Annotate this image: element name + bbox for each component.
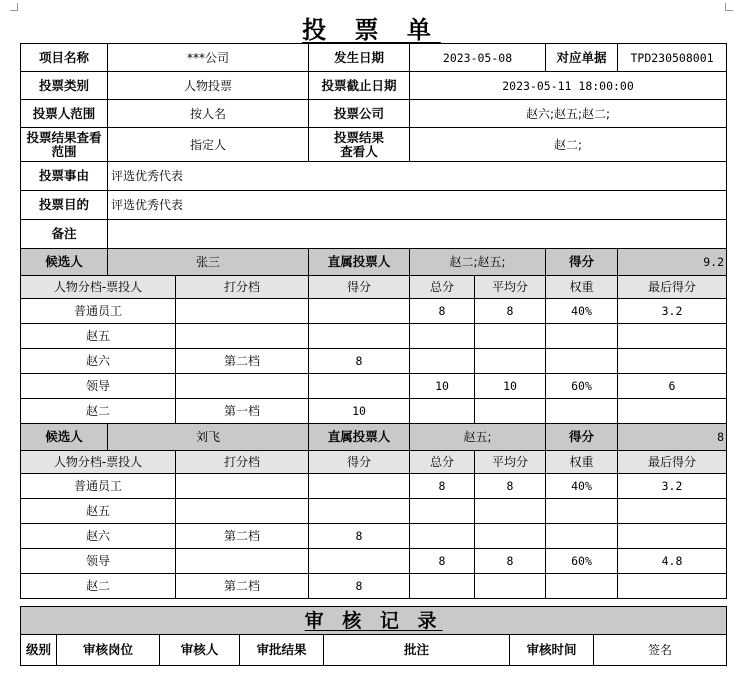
header-row-4: [21, 128, 727, 162]
col-score-cell: [309, 474, 410, 499]
direct-voter-label: 直属投票人: [309, 424, 410, 451]
company-value: 赵六;赵五;赵二;: [410, 100, 727, 128]
table-row: [21, 549, 727, 574]
col-final-header: 最后得分: [618, 451, 727, 474]
col-tier-voter-header: 人物分档-票投人: [21, 451, 176, 474]
audit-col-time: 审核时间: [510, 635, 594, 666]
col-average-cell: [475, 324, 546, 349]
col-tier-voter-cell: 赵五: [21, 499, 176, 524]
col-grade-cell: [176, 374, 309, 399]
col-weight-cell: [546, 524, 618, 549]
company-label: 投票公司: [309, 100, 410, 128]
col-final-header: 最后得分: [618, 276, 727, 299]
col-total-cell: [410, 499, 475, 524]
candidate-score-label: 得分: [546, 249, 618, 276]
col-total-cell: [410, 399, 475, 424]
vote-type-value: 人物投票: [108, 72, 309, 100]
candidate-score-label: 得分: [546, 424, 618, 451]
audit-col-signature: 签名: [594, 635, 727, 666]
col-grade-cell: [176, 324, 309, 349]
col-final-cell: [618, 499, 727, 524]
col-tier-voter-cell: 赵五: [21, 324, 176, 349]
col-weight-cell: [546, 499, 618, 524]
col-grade-cell: 第二档: [176, 524, 309, 549]
col-score-cell: [309, 299, 410, 324]
deadline-label: 投票截止日期: [309, 72, 410, 100]
result-range-value: 指定人: [108, 128, 309, 162]
col-final-cell: 3.2: [618, 299, 727, 324]
audit-columns-row: [21, 635, 727, 666]
matter-label: 投票事由: [21, 162, 108, 191]
matter-value: 评选优秀代表: [108, 162, 727, 191]
remark-row: [21, 220, 727, 249]
col-average-cell: 10: [475, 374, 546, 399]
col-tier-voter-cell: 赵六: [21, 349, 176, 374]
document-title: 投 票 单: [302, 15, 441, 44]
col-final-cell: [618, 524, 727, 549]
audit-col-result: 审批结果: [240, 635, 324, 666]
col-average-cell: [475, 499, 546, 524]
deadline-value: 2023-05-11 18:00:00: [410, 72, 727, 100]
col-average-cell: [475, 349, 546, 374]
col-total-cell: 8: [410, 549, 475, 574]
col-grade-cell: [176, 499, 309, 524]
col-total-cell: 10: [410, 374, 475, 399]
audit-title: 审 核 记 录: [21, 607, 727, 635]
date-label: 发生日期: [309, 44, 410, 72]
audit-col-comment: 批注: [324, 635, 510, 666]
remark-value: [108, 220, 727, 249]
col-tier-voter-header: 人物分档-票投人: [21, 276, 176, 299]
col-final-cell: 4.8: [618, 549, 727, 574]
matter-row: [21, 162, 727, 191]
audit-col-position: 审核岗位: [57, 635, 160, 666]
direct-voter-value: 赵五;: [410, 424, 546, 451]
col-score-header: 得分: [309, 451, 410, 474]
col-weight-cell: [546, 399, 618, 424]
col-weight-header: 权重: [546, 276, 618, 299]
remark-label: 备注: [21, 220, 108, 249]
col-grade-header: 打分档: [176, 276, 309, 299]
project-name-label: 项目名称: [21, 44, 108, 72]
score-header-row: [21, 276, 727, 299]
col-grade-cell: 第二档: [176, 349, 309, 374]
col-final-cell: 6: [618, 374, 727, 399]
table-row: [21, 574, 727, 599]
voter-range-value: 按人名: [108, 100, 309, 128]
audit-col-level: 级别: [21, 635, 57, 666]
col-tier-voter-cell: 赵二: [21, 574, 176, 599]
project-name-value: ***公司: [108, 44, 309, 72]
col-final-cell: [618, 349, 727, 374]
col-grade-cell: [176, 549, 309, 574]
col-final-cell: [618, 399, 727, 424]
col-score-cell: 8: [309, 524, 410, 549]
col-total-cell: [410, 524, 475, 549]
col-final-cell: [618, 574, 727, 599]
col-tier-voter-cell: 领导: [21, 374, 176, 399]
table-row: [21, 499, 727, 524]
col-score-cell: 8: [309, 349, 410, 374]
col-average-header: 平均分: [475, 276, 546, 299]
col-score-header: 得分: [309, 276, 410, 299]
col-score-cell: [309, 549, 410, 574]
audit-header-row: [21, 607, 727, 635]
col-final-cell: [618, 324, 727, 349]
col-total-cell: [410, 574, 475, 599]
table-row: [21, 349, 727, 374]
col-weight-cell: 40%: [546, 474, 618, 499]
col-grade-header: 打分档: [176, 451, 309, 474]
col-weight-cell: [546, 574, 618, 599]
doc-number-value: TPD230508001: [618, 44, 727, 72]
table-row: [21, 474, 727, 499]
candidate-name: 张三: [108, 249, 309, 276]
col-average-cell: [475, 574, 546, 599]
col-weight-cell: 60%: [546, 374, 618, 399]
audit-record-table: [20, 606, 727, 666]
col-tier-voter-cell: 领导: [21, 549, 176, 574]
header-row-2: [21, 72, 727, 100]
candidate-score-value: 9.2: [618, 249, 727, 276]
header-row-1: [21, 44, 727, 72]
table-row: [21, 399, 727, 424]
col-average-cell: 8: [475, 549, 546, 574]
doc-number-label: 对应单据: [546, 44, 618, 72]
col-average-cell: 8: [475, 474, 546, 499]
col-total-cell: 8: [410, 474, 475, 499]
col-grade-cell: [176, 299, 309, 324]
col-total-cell: 8: [410, 299, 475, 324]
result-viewer-value: 赵二;: [410, 128, 727, 162]
col-score-cell: [309, 374, 410, 399]
col-weight-header: 权重: [546, 451, 618, 474]
col-score-cell: 8: [309, 574, 410, 599]
col-total-header: 总分: [410, 451, 475, 474]
candidate-label: 候选人: [21, 249, 108, 276]
candidate-score-value: 8: [618, 424, 727, 451]
candidate-label: 候选人: [21, 424, 108, 451]
col-grade-cell: [176, 474, 309, 499]
purpose-row: [21, 191, 727, 220]
purpose-value: 评选优秀代表: [108, 191, 727, 220]
direct-voter-label: 直属投票人: [309, 249, 410, 276]
purpose-label: 投票目的: [21, 191, 108, 220]
score-header-row: [21, 451, 727, 474]
voter-range-label: 投票人范围: [21, 100, 108, 128]
col-average-header: 平均分: [475, 451, 546, 474]
col-weight-cell: [546, 349, 618, 374]
table-row: [21, 374, 727, 399]
audit-col-reviewer: 审核人: [160, 635, 240, 666]
col-total-cell: [410, 324, 475, 349]
col-grade-cell: 第一档: [176, 399, 309, 424]
col-tier-voter-cell: 普通员工: [21, 299, 176, 324]
col-tier-voter-cell: 赵六: [21, 524, 176, 549]
candidate-name: 刘飞: [108, 424, 309, 451]
col-grade-cell: 第二档: [176, 574, 309, 599]
voting-form-table: [20, 43, 727, 599]
result-viewer-label: 投票结果查看人: [309, 128, 410, 162]
col-total-header: 总分: [410, 276, 475, 299]
result-range-label: 投票结果查看范围: [21, 128, 108, 162]
col-weight-cell: 60%: [546, 549, 618, 574]
table-row: [21, 299, 727, 324]
candidate-row: [21, 424, 727, 451]
col-average-cell: 8: [475, 299, 546, 324]
header-row-3: [21, 100, 727, 128]
col-average-cell: [475, 399, 546, 424]
col-score-cell: [309, 499, 410, 524]
candidate-row: [21, 249, 727, 276]
vote-type-label: 投票类别: [21, 72, 108, 100]
direct-voter-value: 赵二;赵五;: [410, 249, 546, 276]
col-final-cell: 3.2: [618, 474, 727, 499]
col-average-cell: [475, 524, 546, 549]
col-weight-cell: 40%: [546, 299, 618, 324]
col-score-cell: [309, 324, 410, 349]
col-score-cell: 10: [309, 399, 410, 424]
col-weight-cell: [546, 324, 618, 349]
table-row: [21, 324, 727, 349]
col-total-cell: [410, 349, 475, 374]
table-row: [21, 524, 727, 549]
date-value: 2023-05-08: [410, 44, 546, 72]
col-tier-voter-cell: 赵二: [21, 399, 176, 424]
col-tier-voter-cell: 普通员工: [21, 474, 176, 499]
